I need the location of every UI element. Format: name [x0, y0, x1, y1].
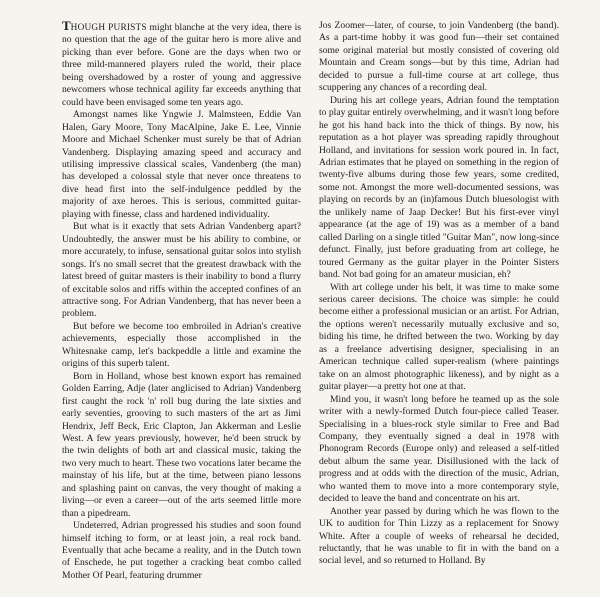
- paragraph: Amongst names like Yngwie J. Malmsteen, Eddie Van Halen, Gary Moore, Tony MacAlpine, Jake E. Lee, Vinnie Moore and Michael Schenker must surely be that of Adrian Vandenberg. Displaying amazing speed and accuracy and utilising impressive classical scales, Vandenberg (the man) has developed a colossal style that never once threatens to dive head first into the self-indulgence peddled by the majority of axe heroes. This is serious, committed guitar-playing with finesse, class and hardened individuality.: [62, 109, 301, 220]
- lead-text: might blanche at the very idea, there is no question that the age of the guitar hero is more alive and picking than ever before. Gone are the days when two or three mild-mannered players ruled the world, their place being overshadowed by a roster of young and aggressive newcomers whose technical agility far exceeds anything that could have been envisaged some ten years ago.: [62, 22, 301, 108]
- drop-cap: T: [62, 18, 71, 33]
- paragraph: But what is it exactly that sets Adrian Vandenberg apart? Undoubtedly, the answer must be his ability to combine, or more accurately, to infuse, sensational guitar solos into stylish songs. It's no small secret that the greatest drawback with the latest breed of guitar masters is their inability to bond a flurry of excitable solos and riffs within the accepted confines of an attractive song. For Adrian Vandenberg, that has never been a problem.: [62, 221, 301, 320]
- paragraph: Born in Holland, whose best known export has remained Golden Earring, Adje (later anglicised to Adrian) Vandenberg first caught the rock 'n' roll bug during the late sixties and early seventies, grooving to such masters of the art as Jimi Hendrix, Jeff Beck, Eric Clapton, Jan Akkerman and Leslie West. A few years previously, however, he'd been struck by the twin delights of both art and classical music, taking the two very much to heart. These two vocations later became the mainstay of his life, but at the time, between piano lessons and splashing paint on canvas, the very thought of making a living—or even a career—out of the arts seemed little more than a pipedream.: [62, 370, 301, 519]
- left-column: [62, 20, 301, 582]
- paragraph: Mind you, it wasn't long before he teamed up as the sole writer with a newly-formed Dutch four-piece called Teaser. Specialising in a blues-rock style similar to Free and Bad Company, they eventually signed a deal in 1978 with Phonogram Records (Europe only) and released a self-titled debut album the same year. Disillusioned with the lack of progress and at odds with the direction of the music, Adrian, who wanted them to move into a more contemporary style, decided to leave the band and concentrate on his art.: [319, 393, 559, 505]
- right-column: [319, 20, 559, 568]
- paragraph: Undeterred, Adrian progressed his studies and soon found himself itching to form, or at least join, a real rock band. Eventually that ache became a reality, and in the Dutch town of Enschede, he put together a cracking beat combo called Mother Of Pearl, featuring drummer: [62, 520, 301, 581]
- paragraph: Another year passed by during which he was flown to the UK to audition for Thin Lizzy as a replacement for Snowy White. After a couple of weeks of rehearsal he decided, reluctantly, that he was unable to fit in with the band on a social level, and so returned to Holland. By: [319, 505, 559, 567]
- paragraph: But before we become too embroiled in Adrian's creative achievements, especially those accomplished in the Whitesnake camp, let's backpeddle a little and examine the origins of this superb talent.: [62, 320, 301, 370]
- continuation-paragraph: Jos Zoomer—later, of course, to join Vandenberg (the band). As a part-time hobby it was good fun—their set contained some original material but mostly consisted of covering old Mountain and Cream songs—but by this time, Adrian had decided to pursue a full-time course at art college, thus scuppering any chances of a recording deal.: [319, 20, 559, 94]
- lead-smallcaps: HOUGH PURISTS: [70, 23, 147, 33]
- paragraph: During his art college years, Adrian found the temptation to play guitar entirely overwhelming, and it wasn't long before he got his hand back into the thick of things. By now, his reputation as a hot player was spreading rapidly throughout Holland, and invitations for session work poured in. In fact, Adrian estimates that he played on something in the region of twenty-five albums during those few years, some credited, some not. Amongst the more well-documented sessions, was playing on records by an (in)famous Dutch bluesologist with the unlikely name of Jaap Decker! But his first-ever vinyl appearance (at the age of 19) was as a member of a band called Darling on a single titled "Guitar Man", now long-since defunct. Finally, just before graduating from art college, he toured Germany as the guitar player in the Pointer Sisters band. Not bad going for an amateur musician, eh?: [319, 94, 559, 281]
- lead-paragraph: [62, 20, 301, 109]
- paragraph: With art college under his belt, it was time to make some serious career decisions. The choice was simple: he could become either a professional musician or an artist. For Adrian, the options weren't necessarily mutually exclusive and so, biding his time, he drifted between the two. Working by day as a freelance advertising designer, specialising in an American technique called super-realism (where paintings take on an almost photographic likeness), and by night as a guitar player—a pretty hot one at that.: [319, 281, 559, 393]
